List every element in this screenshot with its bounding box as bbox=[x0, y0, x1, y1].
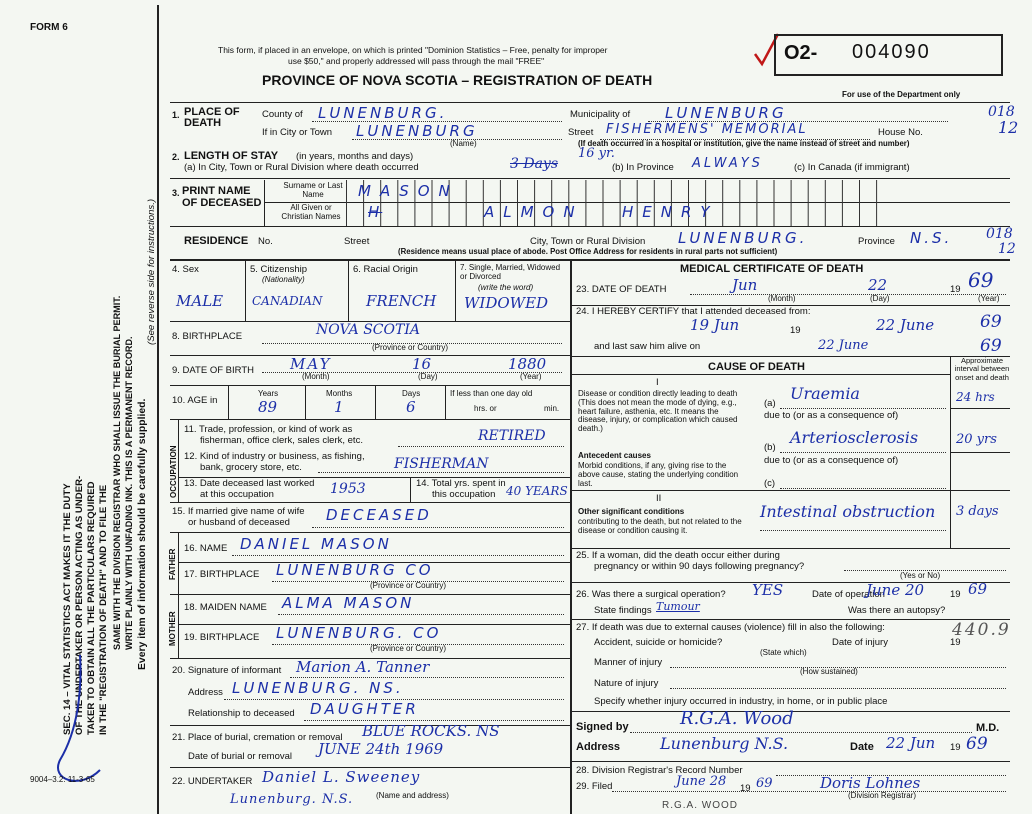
filed-year[interactable]: 69 bbox=[756, 776, 773, 791]
dob-month[interactable]: MAY bbox=[290, 355, 332, 373]
operation-year[interactable]: 69 bbox=[968, 580, 988, 598]
print-name-label: PRINT NAME OF DECEASED bbox=[182, 185, 262, 209]
sex-value[interactable]: MALE bbox=[176, 292, 224, 310]
form-number: FORM 6 bbox=[30, 22, 68, 33]
dob-day[interactable]: 16 bbox=[412, 355, 432, 373]
q19-label: 19. BIRTHPLACE bbox=[184, 632, 260, 643]
side-notice-4: IN THE "REGISTRATION OF DEATH" AND TO FILE THE bbox=[98, 484, 109, 735]
racial-origin-value[interactable]: FRENCH bbox=[366, 292, 437, 310]
rule bbox=[572, 548, 1010, 549]
antecedent-text: Morbid conditions, if any, giving rise to the above cause, stating the underlying condition last. bbox=[578, 461, 739, 488]
last-seen-year[interactable]: 69 bbox=[980, 336, 1002, 356]
day-hint: (Day) bbox=[418, 372, 438, 381]
surname-label: Surname or Last Name bbox=[283, 181, 343, 199]
q12-value[interactable]: FISHERMAN bbox=[394, 456, 489, 472]
marital-label: 7. Single, Married, Widowed or Divorced bbox=[460, 263, 561, 281]
q23-line bbox=[690, 294, 1006, 295]
registration-prefix: O2- bbox=[784, 42, 818, 64]
physician-signature[interactable]: R.G.A. Wood bbox=[680, 708, 794, 729]
accident-label: Accident, suicide or homicide? bbox=[594, 637, 723, 648]
residence-code-2: 12 bbox=[998, 241, 1016, 257]
q18-value[interactable]: ALMA MASON bbox=[282, 594, 415, 612]
side-notice-6: WRITE PLAINLY WITH UNFADING INK. THIS IS A PERMANENT RECORD. bbox=[124, 336, 134, 650]
rule bbox=[170, 385, 570, 386]
cause-b-interval[interactable]: 20 yrs bbox=[956, 432, 997, 447]
q12-line bbox=[318, 472, 564, 473]
marital-value[interactable]: WIDOWED bbox=[464, 294, 549, 312]
rule bbox=[572, 374, 950, 375]
father-side-label: FATHER bbox=[168, 548, 177, 580]
department-use-label: For use of the Department only bbox=[842, 90, 961, 99]
rule bbox=[572, 356, 1010, 357]
stamp-text: R.G.A. WOOD bbox=[662, 800, 738, 811]
rule bbox=[572, 582, 1010, 583]
citizenship-value[interactable]: CANADIAN bbox=[252, 294, 323, 308]
birthplace-hint: (Province or Country) bbox=[372, 343, 449, 352]
q27-code: 440.9 bbox=[952, 620, 1011, 640]
physician-address-value[interactable]: Lunenburg N.S. bbox=[660, 734, 789, 753]
due-to-a: due to (or as a consequence of) bbox=[764, 410, 899, 421]
medical-header: MEDICAL CERTIFICATE OF DEATH bbox=[680, 263, 864, 275]
item-3-number: 3. bbox=[172, 188, 180, 198]
rule bbox=[572, 761, 1010, 762]
municipality-label: Municipality of bbox=[570, 109, 631, 120]
death-month-hint: (Month) bbox=[768, 294, 796, 303]
given-name-struck: H bbox=[368, 203, 383, 221]
residence-city-label: City, Town or Rural Division bbox=[530, 236, 646, 247]
stay-a-label: (a) In City, Town or Rural Division where death occurred bbox=[184, 162, 419, 173]
rule bbox=[305, 385, 306, 419]
q11-value[interactable]: RETIRED bbox=[478, 428, 546, 444]
cause-c-line bbox=[780, 488, 946, 489]
q16-line bbox=[232, 555, 564, 556]
other-conditions-value[interactable]: Intestinal obstruction bbox=[760, 502, 936, 521]
q19-value[interactable]: LUNENBURG. CO bbox=[276, 624, 442, 642]
date-label: Date bbox=[850, 741, 874, 753]
q20-line bbox=[290, 677, 564, 678]
q11-label-2: fisherman, office clerk, sales clerk, etc. bbox=[200, 435, 363, 446]
occupation-side-label: OCCUPATION bbox=[169, 445, 178, 498]
notice-line-2: use $50," and properly addressed will pass through the mail "FREE" bbox=[288, 56, 545, 66]
street-label: Street bbox=[568, 127, 594, 138]
informant-address-value[interactable]: LUNENBURG. NS. bbox=[232, 679, 404, 697]
given-names-label: All Given or Christian Names bbox=[281, 203, 341, 221]
q18-label: 18. MAIDEN NAME bbox=[184, 602, 267, 613]
rule bbox=[455, 259, 456, 321]
q15-label: 15. If married give name of wife bbox=[172, 506, 305, 517]
registration-number: 004090 bbox=[852, 41, 931, 63]
months-label: Months bbox=[326, 389, 353, 398]
surname-value[interactable]: MASON bbox=[358, 182, 459, 200]
q14-label: 14. Total yrs. spent in bbox=[416, 478, 506, 489]
stay-b-value[interactable]: ALWAYS bbox=[692, 156, 763, 171]
municipality-value[interactable]: LUNENBURG bbox=[665, 104, 787, 122]
cause-a-line bbox=[780, 408, 946, 409]
nature-label: Nature of injury bbox=[594, 678, 659, 689]
cause-b-line bbox=[780, 452, 946, 453]
age-label: 10. AGE in bbox=[172, 395, 218, 406]
q11-line bbox=[398, 446, 564, 447]
years-label: Years bbox=[258, 389, 279, 398]
md-label: M.D. bbox=[976, 722, 1000, 734]
q28-label: 28. Division Registrar's Record Number bbox=[576, 765, 743, 776]
rule bbox=[170, 226, 1010, 227]
residence-label: RESIDENCE bbox=[184, 235, 249, 247]
other-conditions-interval[interactable]: 3 days bbox=[956, 504, 999, 519]
death-year-hint: (Year) bbox=[978, 294, 1000, 303]
burial-place-value[interactable]: BLUE ROCKS. NS bbox=[362, 722, 500, 740]
undertaker-hint: (Name and address) bbox=[376, 791, 449, 800]
residence-province-value[interactable]: N.S. bbox=[910, 229, 953, 247]
stay-b-label: (b) In Province bbox=[612, 162, 674, 173]
name-hint: (Name) bbox=[450, 139, 477, 148]
undertaker-name[interactable]: Daniel L. Sweeney bbox=[262, 768, 421, 786]
q19-hint: (Province or Country) bbox=[370, 644, 447, 653]
physician-address-label: Address bbox=[576, 741, 621, 753]
print-code: 9004–3.2: 11-3-65 bbox=[30, 775, 95, 784]
side-notice-7: Every item of information should be carefully supplied. bbox=[137, 398, 148, 670]
q25-hint: (Yes or No) bbox=[900, 571, 941, 580]
cause-a-value[interactable]: Uraemia bbox=[790, 384, 860, 403]
relationship-line bbox=[304, 720, 564, 721]
rule bbox=[170, 419, 570, 420]
city-label: If in City or Town bbox=[262, 127, 333, 138]
notice-line-1: This form, if placed in an envelope, on which is printed "Dominion Statistics – Free, penalty for improper bbox=[218, 45, 608, 55]
hours-label: hrs. or bbox=[474, 404, 497, 413]
operation-date-label: Date of operation bbox=[812, 589, 885, 600]
attended-year[interactable]: 69 bbox=[980, 312, 1002, 332]
cause-b-value[interactable]: Arteriosclerosis bbox=[790, 428, 919, 447]
q23-label: 23. DATE OF DEATH bbox=[576, 284, 667, 295]
rule bbox=[445, 385, 446, 419]
county-value[interactable]: LUNENBURG. bbox=[318, 104, 448, 122]
rule bbox=[178, 594, 179, 658]
last-seen-value[interactable]: 22 June bbox=[818, 338, 869, 353]
margin-rule bbox=[157, 5, 159, 814]
given-name-2[interactable]: HENRY bbox=[622, 203, 719, 221]
death-year-prefix: 19 bbox=[950, 284, 961, 295]
burial-date-label: Date of burial or removal bbox=[188, 751, 293, 762]
column-divider bbox=[570, 259, 572, 814]
rule bbox=[410, 477, 411, 502]
autopsy-label: Was there an autopsy? bbox=[848, 605, 946, 616]
cause-header: CAUSE OF DEATH bbox=[708, 361, 805, 373]
side-notice-2: OF THE UNDERTAKER OR PERSON ACTING AS UNDER- bbox=[74, 475, 85, 735]
specify-label: Specify whether injury occurred in industry, in home, or in public place bbox=[594, 696, 888, 707]
informant-signature[interactable]: Marion A. Tanner bbox=[296, 658, 430, 676]
antecedent-title: Antecedent causes bbox=[578, 451, 651, 460]
how-sustained-hint: (How sustained) bbox=[800, 667, 858, 676]
cause-c-label: (c) bbox=[764, 478, 776, 489]
q12-label-2: bank, grocery store, etc. bbox=[200, 462, 302, 473]
page-title: PROVINCE OF NOVA SCOTIA – REGISTRATION OF DEATH bbox=[262, 72, 653, 88]
interval-header: Approximate interval between onset and death bbox=[954, 356, 1010, 382]
due-to-b: due to (or as a consequence of) bbox=[764, 455, 899, 466]
length-of-stay-hint: (in years, months and days) bbox=[296, 151, 414, 162]
death-year[interactable]: 69 bbox=[968, 268, 994, 292]
signed-by-label: Signed by bbox=[576, 721, 629, 733]
filed-date[interactable]: June 28 bbox=[676, 774, 727, 789]
age-days[interactable]: 6 bbox=[406, 398, 416, 416]
residence-province-label: Province bbox=[858, 236, 895, 247]
rule bbox=[375, 385, 376, 419]
mother-side-label: MOTHER bbox=[168, 611, 177, 646]
informant-address-label: Address bbox=[188, 687, 223, 698]
days-label: Days bbox=[402, 389, 421, 398]
residence-city-value[interactable]: LUNENBURG. bbox=[678, 229, 808, 247]
q18-line bbox=[278, 614, 564, 615]
street-value[interactable]: FISHERMENS' MEMORIAL bbox=[606, 122, 808, 137]
rule bbox=[245, 259, 246, 321]
certified-year[interactable]: 69 bbox=[966, 734, 988, 754]
house-number-value[interactable]: 12 bbox=[998, 118, 1019, 137]
section-i-label: I bbox=[656, 377, 659, 388]
cause-b-label: (b) bbox=[764, 442, 776, 453]
year-hint: (Year) bbox=[520, 372, 542, 381]
burial-date-value[interactable]: JUNE 24th 1969 bbox=[318, 740, 444, 758]
q25-label: 25. If a woman, did the death occur either during bbox=[576, 550, 780, 561]
q15-line bbox=[312, 527, 564, 528]
birthplace-label: 8. BIRTHPLACE bbox=[172, 331, 243, 342]
residence-street-label: Street bbox=[344, 236, 370, 247]
length-of-stay-label: LENGTH OF STAY bbox=[184, 150, 279, 162]
findings-label: State findings bbox=[594, 605, 652, 616]
signature-line bbox=[630, 732, 972, 733]
q26-label: 26. Was there a surgical operation? bbox=[576, 589, 726, 600]
death-day-hint: (Day) bbox=[870, 294, 890, 303]
dob-year[interactable]: 1880 bbox=[508, 355, 547, 373]
q11-label: 11. Trade, profession, or kind of work as bbox=[184, 424, 353, 435]
death-month[interactable]: Jun bbox=[732, 276, 758, 294]
findings-value[interactable]: Tumour bbox=[656, 600, 700, 613]
q13-label-2: at this occupation bbox=[200, 489, 274, 500]
given-name-1[interactable]: ALMON bbox=[484, 203, 584, 221]
other-conditions-title: Other significant conditions bbox=[578, 507, 685, 516]
q21-label: 21. Place of burial, cremation or removal bbox=[172, 732, 343, 743]
rule bbox=[572, 490, 1010, 491]
sex-label: 4. Sex bbox=[172, 264, 199, 275]
other-conditions-line bbox=[760, 530, 946, 531]
surgery-value[interactable]: YES bbox=[752, 581, 784, 599]
q22-label: 22. UNDERTAKER bbox=[172, 776, 253, 787]
racial-origin-label: 6. Racial Origin bbox=[353, 264, 418, 275]
residence-note: (Residence means usual place of abode. Post Office Address for residents in rural parts not sufficient) bbox=[398, 247, 778, 256]
relationship-label: Relationship to deceased bbox=[188, 708, 295, 719]
county-label: County of bbox=[262, 109, 303, 120]
attended-to[interactable]: 22 June bbox=[876, 316, 935, 334]
death-day[interactable]: 22 bbox=[868, 276, 888, 294]
rule bbox=[170, 102, 1010, 103]
age-years[interactable]: 89 bbox=[258, 398, 278, 416]
section-ii-label: II bbox=[656, 493, 662, 504]
q14-label-2: this occupation bbox=[432, 489, 496, 500]
birthplace-value[interactable]: NOVA SCOTIA bbox=[316, 322, 420, 338]
injury-year-prefix: 19 bbox=[950, 637, 961, 648]
side-notice-1: SEC. 14 – VITAL STATISTICS ACT MAKES IT THE DUTY bbox=[62, 483, 73, 735]
q16-value[interactable]: DANIEL MASON bbox=[240, 535, 392, 553]
relationship-value[interactable]: DAUGHTER bbox=[310, 700, 419, 718]
municipality-code: 018 bbox=[988, 104, 1015, 120]
state-which-hint: (State which) bbox=[760, 648, 807, 657]
nature-line bbox=[670, 688, 1006, 689]
rule bbox=[348, 259, 349, 321]
rule bbox=[178, 532, 179, 594]
certified-date[interactable]: 22 Jun bbox=[886, 734, 936, 752]
injury-date-label: Date of injury bbox=[832, 637, 888, 648]
attended-from[interactable]: 19 Jun bbox=[690, 316, 740, 334]
q14-value[interactable]: 40 YEARS bbox=[506, 484, 568, 498]
side-notice-8: (See reverse side for instructions.) bbox=[146, 198, 157, 345]
q29-line bbox=[612, 791, 1006, 792]
stay-a-value[interactable]: 3 Days bbox=[510, 156, 559, 172]
registrar-hint: (Division Registrar) bbox=[848, 791, 917, 800]
q20-label: 20. Signature of informant bbox=[172, 665, 282, 676]
operation-date-value[interactable]: June 20 bbox=[866, 581, 925, 599]
item-1-number: 1. bbox=[172, 110, 180, 120]
q16-label: 16. NAME bbox=[184, 543, 228, 554]
rule bbox=[950, 408, 1010, 409]
last-seen-label: and last saw him alive on bbox=[594, 341, 701, 352]
dob-label: 9. DATE OF BIRTH bbox=[172, 365, 254, 376]
city-value[interactable]: LUNENBURG bbox=[356, 122, 478, 140]
rule bbox=[170, 259, 1010, 261]
minutes-label: min. bbox=[544, 404, 560, 413]
q17-value[interactable]: LUNENBURG CO bbox=[276, 561, 434, 579]
certified-year-prefix: 19 bbox=[950, 742, 961, 753]
q15-value[interactable]: DECEASED bbox=[326, 506, 432, 524]
q17-hint: (Province or Country) bbox=[370, 581, 447, 590]
attended-from-year: 19 bbox=[790, 325, 801, 336]
q27-label: 27. If death was due to external causes (violence) fill in also the following: bbox=[576, 622, 885, 633]
rule bbox=[572, 619, 1010, 620]
side-notice-5: SAME WITH THE DIVISION REGISTRAR WHO SHALL ISSUE THE BURIAL PERMIT. bbox=[112, 295, 122, 650]
q24-label: 24. I HEREBY CERTIFY that I attended deceased from: bbox=[576, 306, 811, 317]
operation-year-prefix: 19 bbox=[950, 589, 961, 600]
rule bbox=[170, 502, 570, 503]
stay-c-label: (c) In Canada (if immigrant) bbox=[794, 162, 910, 173]
place-of-death-label: PLACE OF DEATH bbox=[184, 106, 240, 129]
residence-code-1: 018 bbox=[986, 226, 1013, 242]
month-hint: (Month) bbox=[302, 372, 330, 381]
q13-value[interactable]: 1953 bbox=[330, 481, 366, 497]
disease-instructions: Disease or condition directly leading to death (This does not mean the mode of dying, e.g., heart failure, asthenia, etc. It means the disease, injury, or complication which caused death.) bbox=[578, 389, 738, 434]
item-2-number: 2. bbox=[172, 152, 180, 162]
rule bbox=[950, 452, 1010, 453]
filed-year-prefix: 19 bbox=[740, 783, 751, 794]
rule bbox=[228, 385, 229, 419]
q29-label: 29. Filed bbox=[576, 781, 613, 792]
q12-label: 12. Kind of industry or business, as fishing, bbox=[184, 451, 365, 462]
side-notice-3: TAKER TO OBTAIN ALL THE PARTICULARS REQUIRED bbox=[86, 481, 97, 735]
q13-label: 13. Date deceased last worked bbox=[184, 478, 315, 489]
rule bbox=[264, 180, 265, 226]
house-number-label: House No. bbox=[878, 127, 923, 138]
q17-label: 17. BIRTHPLACE bbox=[184, 569, 260, 580]
marital-hint: (write the word) bbox=[478, 283, 534, 292]
undertaker-address[interactable]: Lunenburg. N.S. bbox=[230, 792, 354, 807]
q25-label-2: pregnancy or within 90 days following pregnancy? bbox=[594, 561, 805, 572]
stay-a-value-2[interactable]: 16 yr. bbox=[578, 146, 615, 161]
q15-label-2: or husband of deceased bbox=[188, 517, 290, 528]
hospital-note: (If death occurred in a hospital or institution, give the name instead of street and number) bbox=[578, 139, 910, 148]
cause-a-label: (a) bbox=[764, 398, 776, 409]
age-months[interactable]: 1 bbox=[334, 398, 344, 416]
cause-a-interval[interactable]: 24 hrs bbox=[956, 390, 995, 404]
citizenship-label: 5. Citizenship bbox=[250, 264, 308, 275]
residence-no-label: No. bbox=[258, 236, 273, 247]
other-conditions-text: contributing to the death, but not related to the disease or condition causing it. bbox=[578, 517, 742, 535]
rule bbox=[170, 178, 1010, 179]
rule bbox=[170, 532, 570, 533]
citizenship-hint: (Nationality) bbox=[262, 275, 305, 284]
under-one-day-label: If less than one day old bbox=[450, 389, 533, 398]
registrar-signature[interactable]: Doris Lohnes bbox=[820, 774, 921, 792]
manner-label: Manner of injury bbox=[594, 657, 663, 668]
